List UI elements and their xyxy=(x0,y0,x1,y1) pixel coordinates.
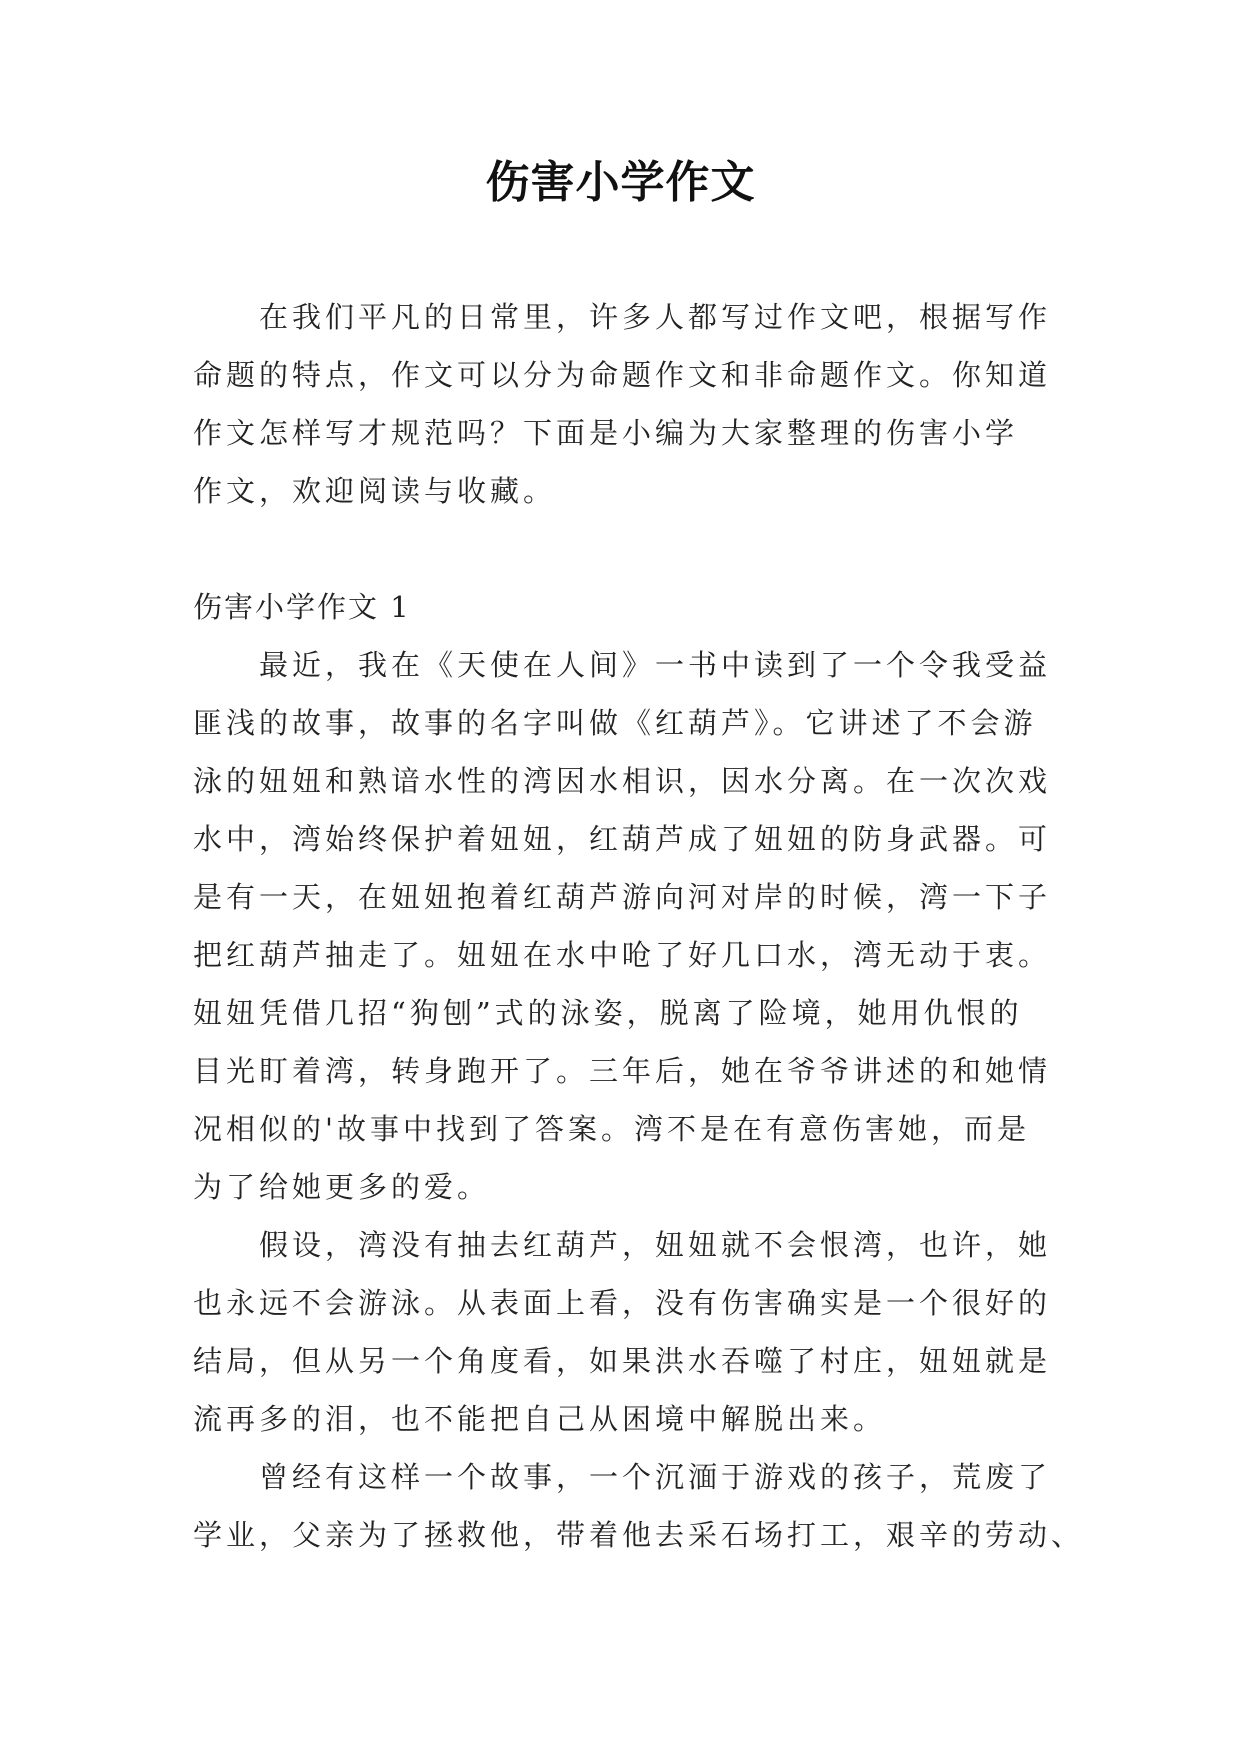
text-line: 泳的妞妞和熟谙水性的湾因水相识，因水分离。在一次次戏 xyxy=(193,764,1052,798)
text-line: 也永远不会游泳。从表面上看，没有伤害确实是一个很好的 xyxy=(193,1286,1052,1320)
text-line: 作文，欢迎阅读与收藏。 xyxy=(193,474,557,508)
intro-paragraph xyxy=(193,288,1093,520)
text-line: 假设，湾没有抽去红葫芦，妞妞就不会恨湾，也许，她 xyxy=(259,1228,1052,1262)
body-paragraph xyxy=(193,1216,1093,1448)
section-heading: 伤害小学作文 1 xyxy=(193,590,411,624)
text-line: 匪浅的故事，故事的名字叫做《红葫芦》。它讲述了不会游 xyxy=(193,706,1037,740)
blank-line xyxy=(193,520,1093,578)
text-line: 目光盯着湾，转身跑开了。三年后，她在爷爷讲述的和她情 xyxy=(193,1054,1052,1088)
text-line: 是有一天，在妞妞抱着红葫芦游向河对岸的时候，湾一下子 xyxy=(193,880,1052,914)
text-line: 把红葫芦抽走了。妞妞在水中呛了好几口水，湾无动于衷。 xyxy=(193,938,1052,972)
text-line: 流再多的泪，也不能把自己从困境中解脱出来。 xyxy=(193,1402,887,1436)
text-line: 曾经有这样一个故事，一个沉湎于游戏的孩子，荒废了 xyxy=(259,1460,1052,1494)
text-line: 在我们平凡的日常里，许多人都写过作文吧，根据写作 xyxy=(259,300,1052,334)
text-line: 学业，父亲为了拯救他，带着他去采石场打工，艰辛的劳动、 xyxy=(193,1518,1085,1552)
text-line: 妞妞凭借几招“狗刨”式的泳姿，脱离了险境，她用仇恨的 xyxy=(193,996,1023,1030)
text-line: 结局，但从另一个角度看，如果洪水吞噬了村庄，妞妞就是 xyxy=(193,1344,1052,1378)
body-paragraph xyxy=(193,636,1093,1216)
text-line: 作文怎样写才规范吗？下面是小编为大家整理的伤害小学 xyxy=(193,416,1019,450)
text-line: 最近，我在《天使在人间》一书中读到了一个令我受益 xyxy=(259,648,1052,682)
document-title: 伤害小学作文 xyxy=(485,157,756,208)
text-line: 为了给她更多的爱。 xyxy=(193,1170,491,1204)
text-line: 况相似的'故事中找到了答案。湾不是在有意伤害她，而是 xyxy=(193,1112,1030,1146)
text-line: 命题的特点，作文可以分为命题作文和非命题作文。你知道 xyxy=(193,358,1052,392)
text-line: 水中，湾始终保护着妞妞，红葫芦成了妞妞的防身武器。可 xyxy=(193,822,1052,856)
body-paragraph xyxy=(193,1448,1093,1564)
document-body xyxy=(193,288,1093,1564)
